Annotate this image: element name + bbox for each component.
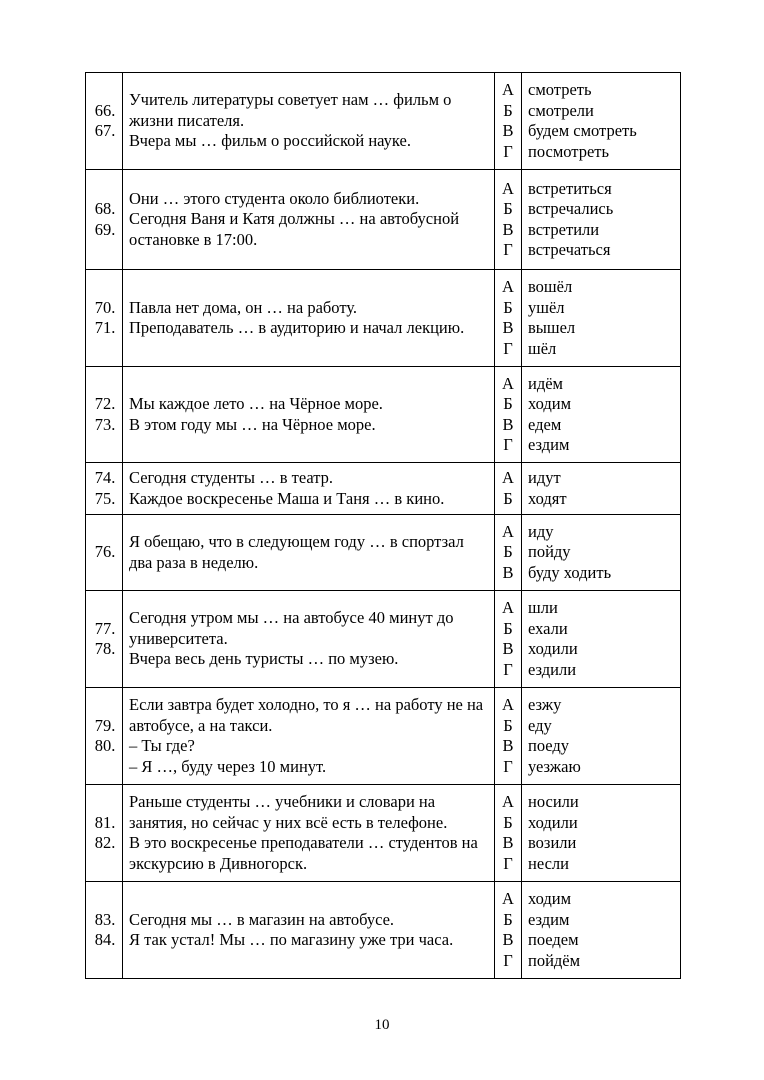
question-numbers xyxy=(86,515,123,591)
answer-letters-line: А xyxy=(502,373,514,393)
answer-options-line: поедем xyxy=(528,930,579,949)
question-text-line: Сегодня утром мы … на автобусе 40 минут до университета. xyxy=(129,608,454,648)
question-text-line: Вчера мы … фильм о российской науке. xyxy=(129,131,411,151)
answer-letters-line: А xyxy=(502,178,514,198)
question-numbers-line: 66. xyxy=(94,100,116,120)
answer-letters-line: Г xyxy=(503,853,513,873)
question-numbers xyxy=(86,785,123,882)
answer-letters-line: В xyxy=(502,639,514,658)
answer-options-line: ходили xyxy=(528,639,578,658)
question-text-line: Я так устал! Мы … по магазину уже три часа. xyxy=(129,930,454,949)
answer-letters xyxy=(495,270,522,367)
answer-letters xyxy=(495,170,522,270)
answer-letters xyxy=(495,591,522,688)
answer-options-line: вошёл xyxy=(528,277,573,296)
answer-letters-line: Б xyxy=(503,100,513,120)
question-text-line: Сегодня Ваня и Катя должны … на автобусной остановке в 17:00. xyxy=(129,209,460,249)
answer-options-line: смотреть xyxy=(528,80,592,99)
answer-options-line: шёл xyxy=(528,338,557,358)
question-numbers-line: 70. xyxy=(94,297,116,317)
question-text xyxy=(123,515,495,591)
answer-letters-line: А xyxy=(502,889,514,908)
answer-letters-line: А xyxy=(502,792,514,811)
answer-options-line: ехали xyxy=(528,618,568,638)
answer-letters-line: Г xyxy=(503,240,513,259)
question-text-line: Если завтра будет холодно, то я … на работу не на автобусе, а на такси. xyxy=(129,695,484,735)
question-text-line: Сегодня мы … в магазин на автобусе. xyxy=(129,909,395,929)
question-text-line: В это воскресенье преподаватели … студентов на экскурсию в Дивногорск. xyxy=(129,833,478,873)
question-row xyxy=(86,591,681,688)
answer-letters-line: Г xyxy=(503,950,513,970)
answer-letters-line: Б xyxy=(503,297,513,317)
answer-letters-line: Г xyxy=(503,338,513,358)
answer-options-line: посмотреть xyxy=(528,141,610,161)
answer-options-line: несли xyxy=(528,853,569,873)
answer-letters-line: В xyxy=(502,833,514,852)
question-numbers-line: 76. xyxy=(94,542,116,562)
answer-letters-line: Б xyxy=(503,542,513,562)
question-row xyxy=(86,688,681,785)
answer-options-line: вышел xyxy=(528,318,576,337)
question-numbers-line: 73. xyxy=(94,414,116,434)
answer-letters-line: В xyxy=(502,930,514,949)
question-text-line: Сегодня студенты … в театр. xyxy=(129,468,334,487)
answer-options-line: еду xyxy=(528,715,552,735)
answer-letters-line: Б xyxy=(503,199,513,218)
answer-letters-line: Г xyxy=(503,141,513,161)
answer-options xyxy=(522,591,681,688)
question-numbers-line: 71. xyxy=(94,318,116,337)
question-numbers-line: 82. xyxy=(94,833,116,852)
answer-letters-line: А xyxy=(502,598,514,617)
question-numbers xyxy=(86,270,123,367)
question-row xyxy=(86,270,681,367)
question-numbers-line: 81. xyxy=(94,812,116,832)
answer-options xyxy=(522,882,681,979)
answer-options-line: будем смотреть xyxy=(528,121,637,140)
answer-options xyxy=(522,73,681,170)
answer-options-line: смотрели xyxy=(528,100,594,120)
question-numbers xyxy=(86,688,123,785)
question-text-line: Мы каждое лето … на Чёрное море. xyxy=(129,394,383,413)
question-text xyxy=(123,367,495,463)
answer-options-line: встречаться xyxy=(528,240,611,259)
answer-options-line: пойдём xyxy=(528,950,581,970)
answer-options-line: встретиться xyxy=(528,178,612,198)
answer-options-line: идут xyxy=(528,468,561,487)
answer-options-line: ездим xyxy=(528,909,570,929)
answer-letters xyxy=(495,367,522,463)
answer-letters-line: А xyxy=(502,80,514,99)
answer-options-line: уезжаю xyxy=(528,756,581,776)
answer-letters-line: А xyxy=(502,468,514,487)
exercise-table-body xyxy=(86,73,681,979)
answer-letters-line: Г xyxy=(503,435,513,454)
question-text xyxy=(123,170,495,270)
question-numbers-line: 67. xyxy=(94,121,116,140)
question-numbers-line: 77. xyxy=(94,618,116,638)
question-row xyxy=(86,463,681,515)
question-numbers-line: 78. xyxy=(94,639,116,658)
question-text-line: Павла нет дома, он … на работу. xyxy=(129,297,358,317)
answer-letters-line: В xyxy=(502,121,514,140)
question-numbers xyxy=(86,73,123,170)
question-text-line: В этом году мы … на Чёрное море. xyxy=(129,414,376,434)
question-numbers xyxy=(86,591,123,688)
answer-options-line: ходим xyxy=(528,394,572,413)
answer-letters-line: А xyxy=(502,277,514,296)
answer-options-line: едем xyxy=(528,414,562,434)
question-row xyxy=(86,73,681,170)
question-text-line: – Ты где? xyxy=(129,736,195,755)
answer-options xyxy=(522,515,681,591)
question-numbers-line: 80. xyxy=(94,736,116,755)
answer-letters-line: Г xyxy=(503,659,513,679)
question-text-line: Они … этого студента около библиотеки. xyxy=(129,188,420,208)
question-text-line: Вчера весь день туристы … по музею. xyxy=(129,649,399,669)
question-numbers-line: 74. xyxy=(94,468,116,487)
answer-options-line: ходим xyxy=(528,889,572,908)
answer-options-line: пойду xyxy=(528,542,571,562)
answer-letters-line: В xyxy=(502,736,514,755)
question-text xyxy=(123,688,495,785)
answer-letters-line: В xyxy=(502,318,514,337)
question-row xyxy=(86,882,681,979)
answer-letters-line: Б xyxy=(503,909,513,929)
question-numbers xyxy=(86,463,123,515)
answer-letters xyxy=(495,688,522,785)
answer-options-line: ходят xyxy=(528,488,567,508)
answer-letters xyxy=(495,785,522,882)
answer-letters xyxy=(495,463,522,515)
question-row xyxy=(86,170,681,270)
question-row xyxy=(86,367,681,463)
question-text-line: Учитель литературы советует нам … фильм о жизни писателя. xyxy=(129,90,452,130)
question-text-line: – Я …, буду через 10 минут. xyxy=(129,756,327,776)
question-numbers-line: 84. xyxy=(94,930,116,949)
question-numbers-line: 68. xyxy=(94,199,116,218)
answer-letters-line: А xyxy=(502,521,514,541)
answer-options-line: ушёл xyxy=(528,297,565,317)
answer-options-line: носили xyxy=(528,792,579,811)
answer-letters-line: Б xyxy=(503,618,513,638)
question-text xyxy=(123,463,495,515)
answer-options-line: ходили xyxy=(528,812,578,832)
question-numbers-line: 79. xyxy=(94,715,116,735)
question-text-line: Раньше студенты … учебники и словари на занятия, но сейчас у них всё есть в телефоне. xyxy=(129,792,448,832)
answer-letters-line: В xyxy=(502,219,514,239)
question-numbers xyxy=(86,367,123,463)
answer-options-line: ездили xyxy=(528,659,577,679)
answer-letters-line: Б xyxy=(503,715,513,735)
question-numbers-line: 83. xyxy=(94,909,116,929)
page-number: 10 xyxy=(374,1017,390,1033)
question-text xyxy=(123,882,495,979)
answer-options-line: шли xyxy=(528,598,558,617)
question-row xyxy=(86,785,681,882)
answer-letters-line: Б xyxy=(503,394,513,413)
answer-options-line: встретили xyxy=(528,219,600,239)
answer-options-line: поеду xyxy=(528,736,570,755)
answer-options-line: идём xyxy=(528,373,563,393)
question-numbers-line: 69. xyxy=(94,219,116,239)
question-text-line: Преподаватель … в аудиторию и начал лекцию. xyxy=(129,318,465,337)
answer-letters-line: А xyxy=(502,695,514,714)
question-text-line: Я обещаю, что в следующем году … в спортзал два раза в неделю. xyxy=(129,532,464,572)
answer-options-line: возили xyxy=(528,833,577,852)
question-text xyxy=(123,270,495,367)
answer-options-line: иду xyxy=(528,521,554,541)
answer-letters-line: Г xyxy=(503,756,513,776)
answer-letters-line: Б xyxy=(503,812,513,832)
exercise-table xyxy=(85,72,681,979)
question-row xyxy=(86,515,681,591)
question-text xyxy=(123,591,495,688)
question-numbers-line: 75. xyxy=(94,488,116,508)
answer-options xyxy=(522,463,681,515)
answer-options-line: встречались xyxy=(528,199,614,218)
answer-options xyxy=(522,785,681,882)
answer-letters xyxy=(495,515,522,591)
question-text xyxy=(123,785,495,882)
question-text xyxy=(123,73,495,170)
answer-letters xyxy=(495,73,522,170)
answer-letters-line: Б xyxy=(503,488,513,508)
answer-options-line: езжу xyxy=(528,695,562,714)
answer-options xyxy=(522,367,681,463)
answer-letters xyxy=(495,882,522,979)
question-numbers-line: 72. xyxy=(94,394,116,413)
answer-options xyxy=(522,270,681,367)
answer-options-line: ездим xyxy=(528,435,570,454)
question-numbers xyxy=(86,882,123,979)
answer-options xyxy=(522,688,681,785)
answer-letters-line: В xyxy=(502,562,514,582)
question-numbers xyxy=(86,170,123,270)
question-text-line: Каждое воскресенье Маша и Таня … в кино. xyxy=(129,488,445,508)
answer-options xyxy=(522,170,681,270)
answer-letters-line: В xyxy=(502,414,514,434)
answer-options-line: буду ходить xyxy=(528,562,612,582)
